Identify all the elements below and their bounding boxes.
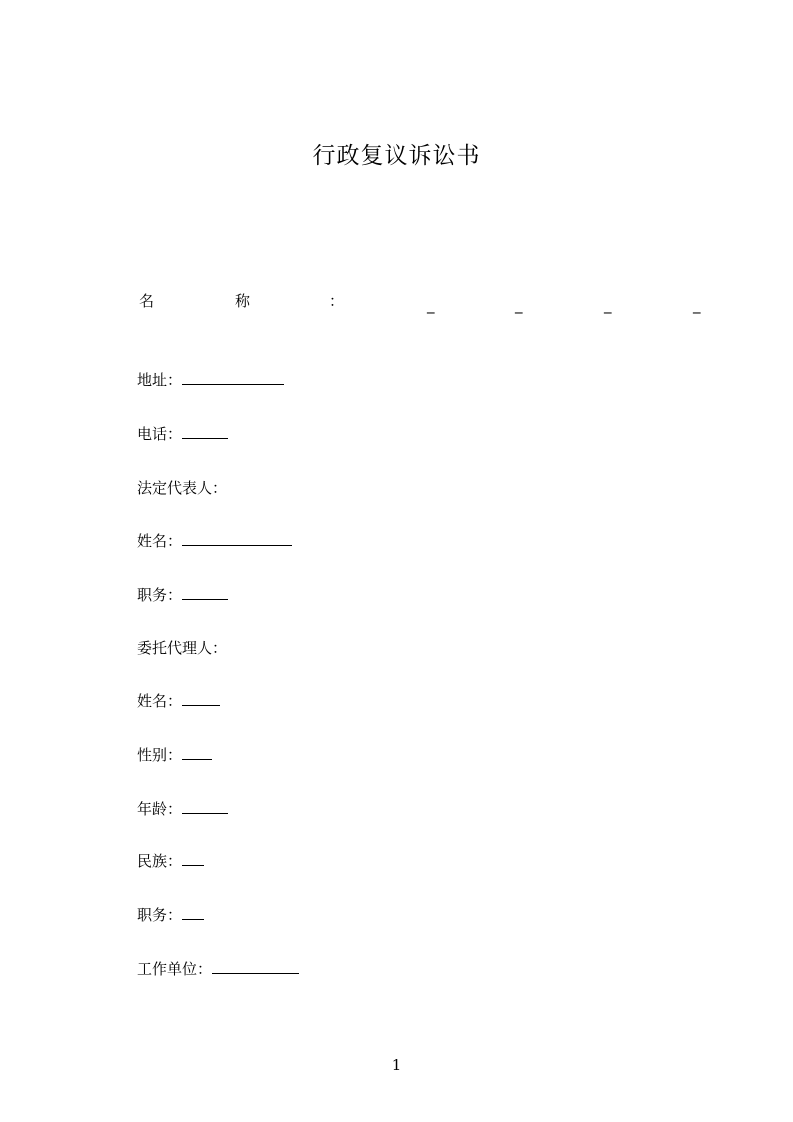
agent-position-label: 职务： bbox=[137, 906, 183, 924]
rep-name-field bbox=[137, 531, 292, 551]
rep-position-field bbox=[137, 585, 228, 605]
name-label-char-2: 称 bbox=[235, 292, 251, 310]
agent-age-blank bbox=[182, 799, 228, 814]
name-underscore-2: _ bbox=[515, 296, 523, 314]
phone-label: 电话： bbox=[137, 425, 183, 443]
address-label: 地址： bbox=[137, 371, 183, 389]
legal-representative-heading bbox=[137, 478, 227, 498]
agent-workplace-label: 工作单位： bbox=[137, 960, 213, 978]
rep-name-blank bbox=[182, 531, 292, 546]
name-underscore-1: _ bbox=[427, 296, 435, 314]
agent-age-field bbox=[137, 799, 228, 819]
phone-blank bbox=[182, 424, 228, 439]
agent-name-field bbox=[137, 691, 220, 711]
address-field bbox=[137, 370, 284, 390]
name-field-row bbox=[139, 290, 704, 312]
agent-name-label: 姓名： bbox=[137, 692, 183, 710]
agent-age-label: 年龄： bbox=[137, 800, 183, 818]
agent-gender-label: 性别： bbox=[137, 746, 183, 764]
agent-workplace-blank bbox=[212, 959, 299, 974]
phone-field bbox=[137, 424, 228, 444]
name-label-colon: ： bbox=[329, 292, 345, 310]
rep-position-label: 职务： bbox=[137, 586, 183, 604]
agent-name-blank bbox=[182, 691, 220, 706]
address-blank bbox=[182, 370, 284, 385]
name-underscore-3: _ bbox=[604, 296, 612, 314]
name-underscore-4: _ bbox=[693, 296, 701, 314]
agent-workplace-field bbox=[137, 959, 299, 979]
document-title: 行政复议诉讼书 bbox=[312, 143, 481, 169]
legal-representative-label: 法定代表人： bbox=[137, 479, 228, 497]
agent-position-field bbox=[137, 905, 204, 925]
rep-position-blank bbox=[182, 585, 228, 600]
agent-ethnicity-blank bbox=[182, 851, 204, 866]
name-label-char-1: 名 bbox=[139, 292, 155, 310]
agent-ethnicity-label: 民族： bbox=[137, 852, 183, 870]
agent-position-blank bbox=[182, 905, 204, 920]
agent-label: 委托代理人： bbox=[137, 639, 228, 657]
agent-heading bbox=[137, 638, 227, 658]
rep-name-label: 姓名： bbox=[137, 532, 183, 550]
page-number: 1 bbox=[391, 1056, 402, 1074]
agent-gender-field bbox=[137, 745, 212, 765]
agent-ethnicity-field bbox=[137, 851, 204, 871]
agent-gender-blank bbox=[182, 745, 212, 760]
